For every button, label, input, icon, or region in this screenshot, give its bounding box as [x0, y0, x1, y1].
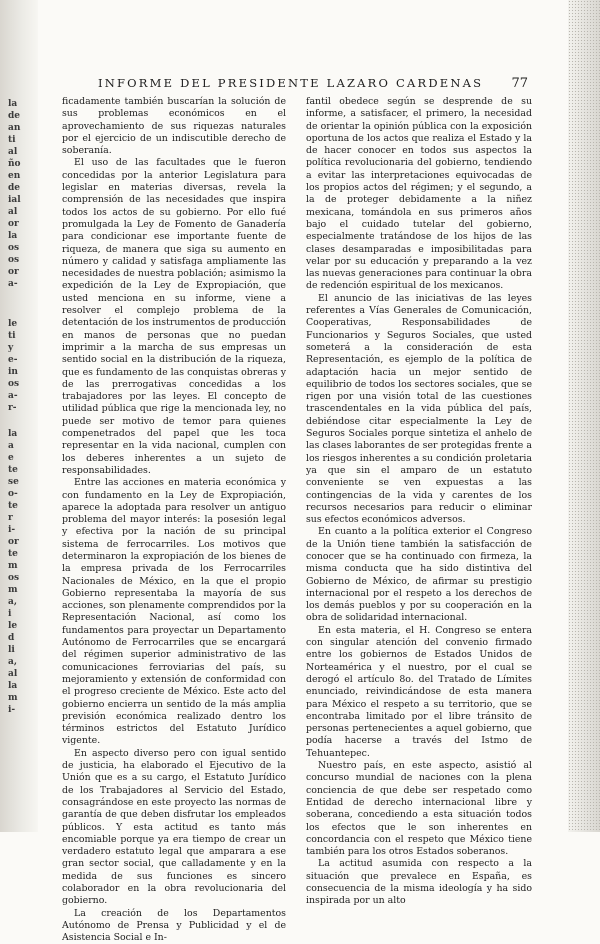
- margin-fragment: i-: [8, 525, 16, 535]
- page-number: 77: [511, 76, 528, 91]
- margin-fragment: ño: [8, 159, 21, 169]
- margin-fragment: de: [8, 111, 21, 121]
- margin-fragment: d: [8, 633, 15, 643]
- margin-fragment: al: [8, 207, 18, 217]
- margin-fragment: r: [8, 513, 13, 523]
- margin-fragment: e-: [8, 355, 18, 365]
- margin-fragment: or: [8, 267, 19, 277]
- margin-fragments-top: [8, 98, 32, 290]
- margin-fragment: te: [8, 549, 18, 559]
- paragraph: ficadamente también buscarían la solución de sus problemas económicos en el aprovechamiento de sus riquezas naturales por el ejercicio de un indiscutible derecho de soberanía.: [62, 96, 286, 157]
- margin-fragment: la: [8, 99, 18, 109]
- paragraph: El uso de las facultades que le fueron concedidas por la anterior Legislatura para legislar en materias diversas, revela la comprensión de las necesidades que inspira todos los actos de su gobierno. Por ello fué promulgada la Ley de Fomento de Ganadería para condicionar ese importante fuente de riqueza, de manera que siga su aumento en número y calidad y satisfaga ampliamente las necesidades de nuestra población; asimismo la expedición de la Ley de Expropiación, que usted menciona en su informe, viene a resolver el complejo problema de la detentación de los instrumentos de producción en manos de personas que no puedan imprimir a la marcha de sus empresas un sentido social en la distribución de la riqueza, que es fundamento de las conquistas obreras y de las prerrogativas concedidas a los trabajadores por las leyes. El concepto de utilidad pública que rige la mencionada ley, no puede ser motivo de temor para quienes compenetrados del papel que les toca representar en la vida nacional, cumplen con los deberes inherentes a un sujeto de responsabilidades.: [62, 157, 286, 476]
- left-column: [62, 96, 286, 944]
- margin-fragments-middle: [8, 318, 32, 414]
- margin-fragment: os: [8, 379, 20, 389]
- paragraph: En cuanto a la política exterior el Congreso de la Unión tiene también la satisfacción de conocer que se ha continuado con firmeza, la misma conducta que ha sido distintiva del Gobierno de México, de afirmar su prestigio internacional por el respeto a los derechos de los demás pueblos y por su cooperación en la obra de solidaridad internacional.: [306, 526, 532, 624]
- margin-fragment: os: [8, 243, 20, 253]
- paragraph: La creación de los Departamentos Autónomo de Prensa y Publicidad y el de Asistencia Social e In-: [62, 907, 286, 944]
- margin-fragment: an: [8, 123, 21, 133]
- paragraph: La actitud asumida con respecto a la situación que prevalece en España, es consecuencia de la misma ideología y ha sido inspirada por un alto: [306, 858, 532, 907]
- paragraph: fantil obedece según se desprende de su informe, a satisfacer, el primero, la necesidad de orientar la opinión pública con la exposición oportuna de los actos que realiza el Estado y la de hacer conocer en todos sus aspectos la política revolucionaria del gobierno, tendiendo a evitar las interpretaciones equivocadas de los propios actos del régimen; y el segundo, a la de proteger debidamente a la niñez mexicana, tomándola en sus primeros años bajo el cuidado tutelar del gobierno, especialmente tratándose de los hijos de las clases desamparadas e imposibilitadas para velar por su educación y preparando a la vez las nuevas generaciones para continuar la obra de redención espiritual de los mexicanos.: [306, 96, 532, 292]
- margin-fragment: le: [8, 319, 18, 329]
- facing-page-margin: [0, 0, 38, 832]
- margin-fragment: m: [8, 693, 18, 703]
- margin-fragment: de: [8, 183, 21, 193]
- margin-fragment: or: [8, 537, 19, 547]
- margin-fragment: m: [8, 561, 18, 571]
- margin-fragment: la: [8, 681, 18, 691]
- margin-fragment: e: [8, 453, 14, 463]
- margin-fragment: a: [8, 441, 14, 451]
- margin-fragment: li: [8, 645, 15, 655]
- page-edge-shadow: [568, 0, 600, 832]
- margin-fragment: i-: [8, 705, 16, 715]
- margin-fragment: al: [8, 147, 18, 157]
- margin-fragment: te: [8, 501, 18, 511]
- margin-fragment: a,: [8, 657, 17, 667]
- margin-fragment: in: [8, 367, 18, 377]
- margin-fragment: la: [8, 429, 18, 439]
- margin-fragment: le: [8, 621, 18, 631]
- margin-fragments-bottom: [8, 428, 32, 716]
- margin-fragment: te: [8, 465, 18, 475]
- margin-fragment: en: [8, 171, 21, 181]
- paragraph: En aspecto diverso pero con igual sentido de justicia, ha elaborado el Ejecutivo de la Unión que es a su cargo, el Estatuto Jurídico de los Trabajadores al Servicio del Estado, consagrándose en este proyecto las normas de garantía de que deben disfrutar los empleados públicos. Y esta actitud es tanto más encomiable porque ya era tiempo de crear un verdadero estatuto legal que amparara a ese gran sector social, que calladamente y en la medida de sus funciones es sincero colaborador en la obra revolucionaria del gobierno.: [62, 747, 286, 907]
- margin-fragment: al: [8, 669, 18, 679]
- margin-fragment: or: [8, 219, 19, 229]
- paragraph: El anuncio de las iniciativas de las leyes referentes a Vías Generales de Comunicación, Cooperativas, Responsabilidades de Funcionarios y Seguros Sociales, que usted someterá a la consideración de esta Representación, es ejemplo de la política de adaptación hacia un mejor sentido de equilibrio de todos los sectores sociales, que se rigen por una visión total de las cuestiones trascendentales en la vida pública del país, debiéndose citar especialmente la Ley de Seguros Sociales porque sintetiza el anhelo de las clases laborantes de ser protegidas frente a los riesgos inherentes a su condición proletaria ya que sin el amparo de un estatuto conveniente se ven expuestas a las contingencias de la vida y carentes de los recursos necesarios para reducir o eliminar sus efectos económicos adversos.: [306, 292, 532, 526]
- margin-fragment: ial: [8, 195, 21, 205]
- margin-fragment: a,: [8, 597, 17, 607]
- margin-fragment: os: [8, 573, 20, 583]
- margin-fragment: se: [8, 477, 19, 487]
- margin-fragment: ti: [8, 331, 16, 341]
- margin-fragment: ti: [8, 135, 16, 145]
- margin-fragment: a-: [8, 391, 18, 401]
- page-header: [98, 76, 528, 91]
- margin-fragment: a-: [8, 279, 18, 289]
- margin-fragment: os: [8, 255, 20, 265]
- running-head: INFORME DEL PRESIDENTE LAZARO CARDENAS: [98, 76, 484, 90]
- margin-fragment: o-: [8, 489, 18, 499]
- margin-fragment: i: [8, 609, 12, 619]
- margin-fragment: la: [8, 231, 18, 241]
- margin-fragment: m: [8, 585, 18, 595]
- right-column: [306, 96, 532, 908]
- paragraph: Nuestro país, en este aspecto, asistió al concurso mundial de naciones con la plena conciencia de que debe ser respetado como Entidad de derecho internacional libre y soberana, concediendo a esta situación todos los efectos que le son inherentes en concordancia con el respeto que México tiene también para los otros Estados soberanos.: [306, 760, 532, 858]
- paragraph: En esta materia, el H. Congreso se entera con singular atención del convenio firmado entre los gobiernos de Estados Unidos de Norteamérica y el nuestro, por el cual se derogó el artículo 8o. del Tratado de Límites enunciado, reivindicándose de esta manera para México el respeto a su territorio, que se encontraba limitado por el libre tránsito de personas pertenecientes a aquel gobierno, que podía hacerse a través del Istmo de Tehuantepec.: [306, 624, 532, 759]
- margin-fragment: r-: [8, 403, 17, 413]
- margin-fragment: y: [8, 343, 14, 353]
- paragraph: Entre las acciones en materia económica y con fundamento en la Ley de Expropiación, aparece la adoptada para resolver un antiguo problema del mayor interés: la posesión legal y efectiva por la nación de su principal sistema de ferrocarriles. Los motivos que determinaron la expropiación de los bienes de la empresa privada de los Ferrocarriles Nacionales de México, en la que el propio Gobierno representaba la mayoría de sus acciones, son plenamente comprendidos por la Representación Nacional, así como los fundamentos para proyectar un Departamento Autónomo de Ferrocarriles que se encargará del régimen superior administrativo de las comunicaciones ferroviarias del país, su mejoramiento y extensión de conformidad con el progreso creciente de México. Este acto del gobierno encierra un sentido de la más amplia previsión económica realizado dentro los términos estrictos del Estatuto Jurídico vigente.: [62, 477, 286, 747]
